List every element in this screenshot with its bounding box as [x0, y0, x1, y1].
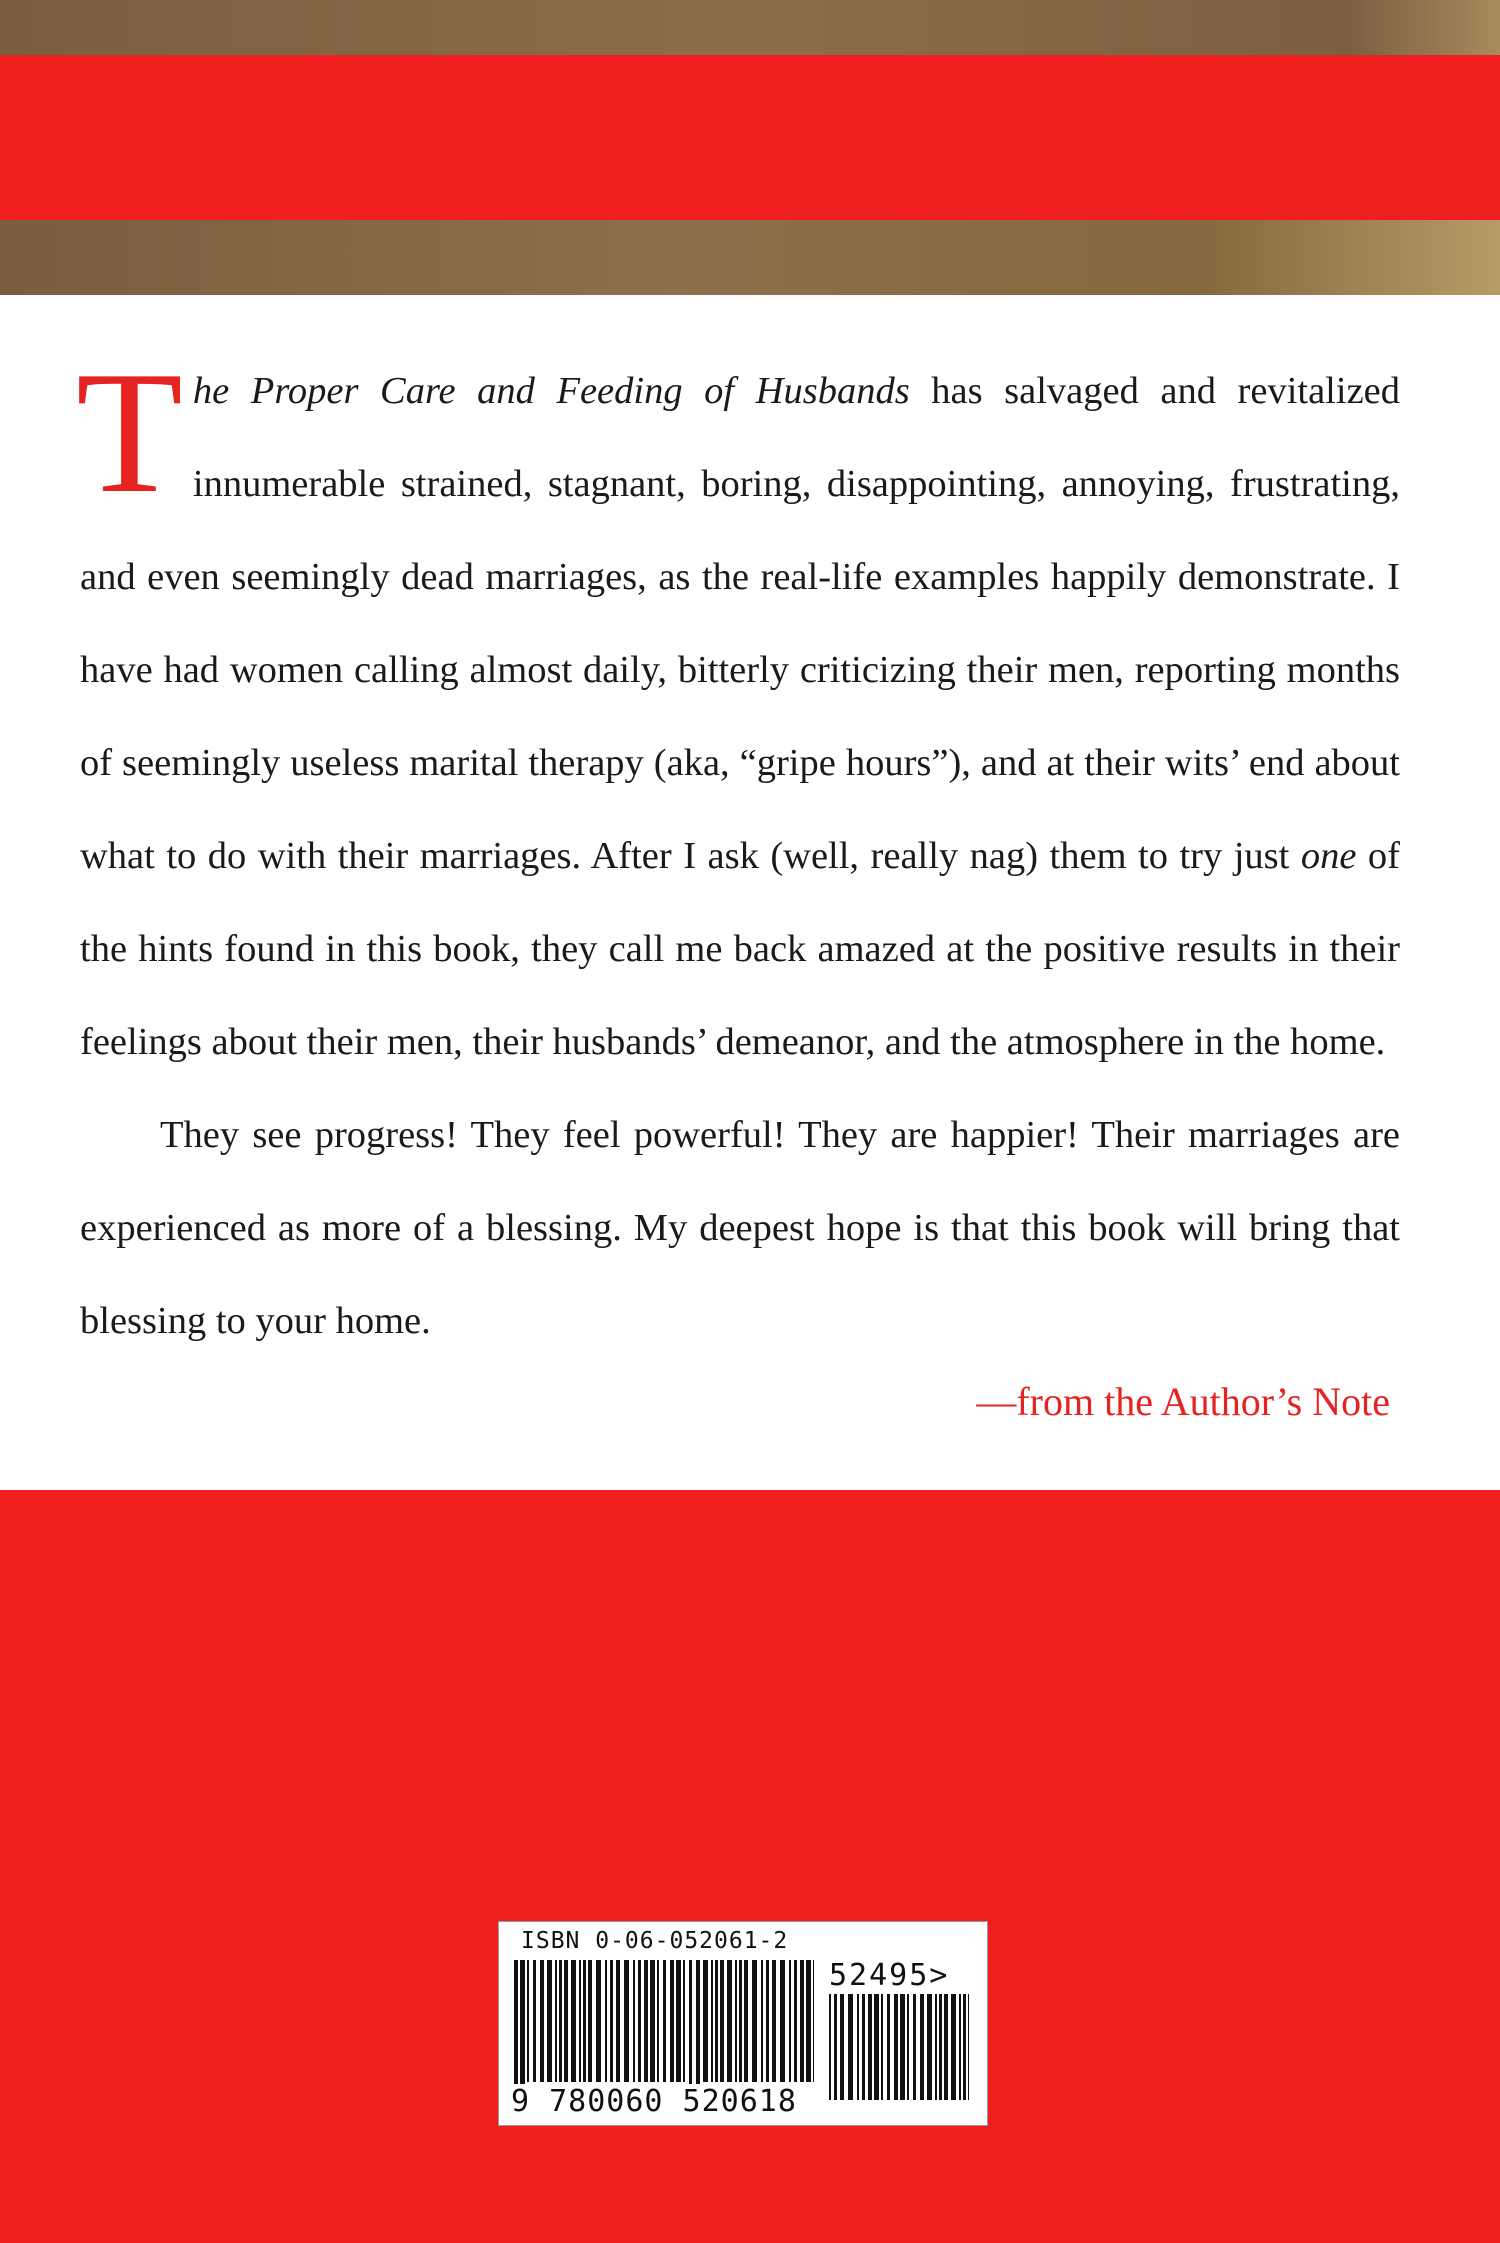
book-title-italic: he Proper Care and Feeding of Husbands: [192, 370, 910, 412]
barcode-bar: [650, 1960, 655, 2082]
barcode-bar: [772, 1960, 776, 2082]
barcode-bar: [657, 1960, 659, 2082]
barcode-bar: [579, 1960, 581, 2082]
barcode-bar: [894, 1994, 898, 2100]
barcode-bar: [720, 1960, 724, 2082]
blurb-text-part-1: has salvaged and revitalized innumerable strained, stagnant, boring, disappointing, annoying, frustrating, and even seemingly dead marriages, as the real-life examples happily demonstrate. I have had women calling almost daily, bitterly criticizing their men, reporting months of seemingly useless marital therapy (aka, “gripe hours”), and at their wits’ end about what to do with their marriages. After I ask (well, really nag) them to try just: [80, 370, 1400, 877]
barcode-bar: [715, 1960, 718, 2082]
barcode-bar: [963, 1994, 966, 2100]
barcode-bar: [559, 1960, 562, 2082]
drop-cap: T: [76, 335, 183, 529]
barcode-bar: [881, 1994, 883, 2100]
barcode-bar: [583, 1960, 586, 2082]
barcode-bar: [794, 1960, 797, 2082]
barcode-bar: [829, 1994, 831, 2100]
barcode-bar: [610, 1960, 613, 2082]
barcode-bar: [968, 1994, 969, 2100]
barcode-bar: [939, 1994, 942, 2100]
barcode-bar: [834, 1994, 837, 2100]
barcode-bar: [874, 1994, 879, 2100]
barcode-bar: [806, 1960, 811, 2082]
barcode-bar: [540, 1960, 544, 2082]
barcode-bar: [644, 1960, 648, 2082]
barcode-bar: [670, 1960, 674, 2082]
blurb-text-part-2: of the hints found in this book, they call me back amazed at the positive results in their feelings about their men, their husbands’ demeanor, and the atmosphere in the home.: [80, 835, 1400, 1063]
barcode-bar: [663, 1960, 666, 2082]
barcode-bar: [739, 1960, 742, 2082]
barcode-bar: [638, 1960, 641, 2082]
barcode-bar: [887, 1994, 890, 2100]
barcode-bar: [857, 1994, 859, 2100]
barcode-bar: [868, 1994, 872, 2100]
barcode-bar: [676, 1960, 681, 2082]
barcode-bar: [789, 1960, 791, 2082]
barcode-bar: [761, 1960, 763, 2082]
barcode-bar: [735, 1960, 737, 2082]
barcode-bar: [944, 1994, 948, 2100]
barcode-bar: [800, 1960, 804, 2082]
barcode-bar: [711, 1960, 713, 2082]
barcode-bar: [616, 1960, 620, 2082]
blurb-paragraph-1: [76, 335, 1400, 1089]
barcode-bar: [900, 1994, 905, 2100]
barcode-bar: [848, 1994, 853, 2100]
barcode-bar: [596, 1960, 601, 2082]
barcode-bar: [862, 1994, 865, 2100]
barcode-bar: [813, 1960, 814, 2082]
barcode-bar: [920, 1994, 924, 2100]
back-cover-blurb: [76, 335, 1400, 1368]
barcode-bar: [744, 1960, 748, 2082]
emphasis-word: one: [1300, 835, 1357, 877]
barcode-bar: [633, 1960, 635, 2082]
barcode-bar: [547, 1960, 552, 2082]
barcode-bar: [689, 1960, 692, 2100]
barcode-bar: [624, 1960, 629, 2082]
price-addon-digits: 52495>: [829, 1958, 950, 1993]
barcode-bar: [727, 1960, 732, 2082]
red-band-top: [0, 55, 1500, 220]
attribution: —from the Author’s Note: [976, 1379, 1390, 1424]
barcode-bar: [840, 1994, 844, 2100]
barcode-bar: [564, 1960, 568, 2082]
blurb-paragraph-2: They see progress! They feel powerful! They are happier! Their marriages are experienced as more of a blessing. My deepest hope is that this book will bring that blessing to your home.: [80, 1114, 1400, 1342]
ean-barcode-bars: [514, 1960, 814, 2100]
isbn-barcode: [498, 1921, 988, 2126]
barcode-bar: [766, 1960, 769, 2082]
barcode-bar: [780, 1960, 785, 2082]
barcode-bar: [533, 1960, 536, 2082]
red-band-bottom: [0, 1490, 1500, 2243]
barcode-bar: [927, 1994, 932, 2100]
barcode-bar: [696, 1960, 700, 2100]
ean-digits: 9 780060 520618: [507, 2084, 801, 2119]
barcode-bar: [555, 1960, 557, 2082]
barcode-bar: [913, 1994, 916, 2100]
barcode-bar: [951, 1994, 956, 2100]
barcode-bar: [703, 1960, 708, 2082]
barcode-bar: [605, 1960, 607, 2082]
gold-stripe-top: [0, 0, 1500, 55]
addon-barcode-bars: [829, 1994, 969, 2118]
barcode-bar: [683, 1960, 685, 2082]
gold-stripe-middle: [0, 220, 1500, 295]
barcode-bar: [907, 1994, 909, 2100]
barcode-bar: [520, 1960, 525, 2100]
barcode-bar: [571, 1960, 576, 2082]
barcode-bar: [588, 1960, 592, 2082]
barcode-bar: [959, 1994, 961, 2100]
barcode-bar: [527, 1960, 529, 2082]
barcode-bar: [514, 1960, 518, 2100]
barcode-bar: [935, 1994, 937, 2100]
barcode-bar: [752, 1960, 757, 2082]
isbn-label: ISBN 0-06-052061-2: [521, 1928, 789, 1954]
